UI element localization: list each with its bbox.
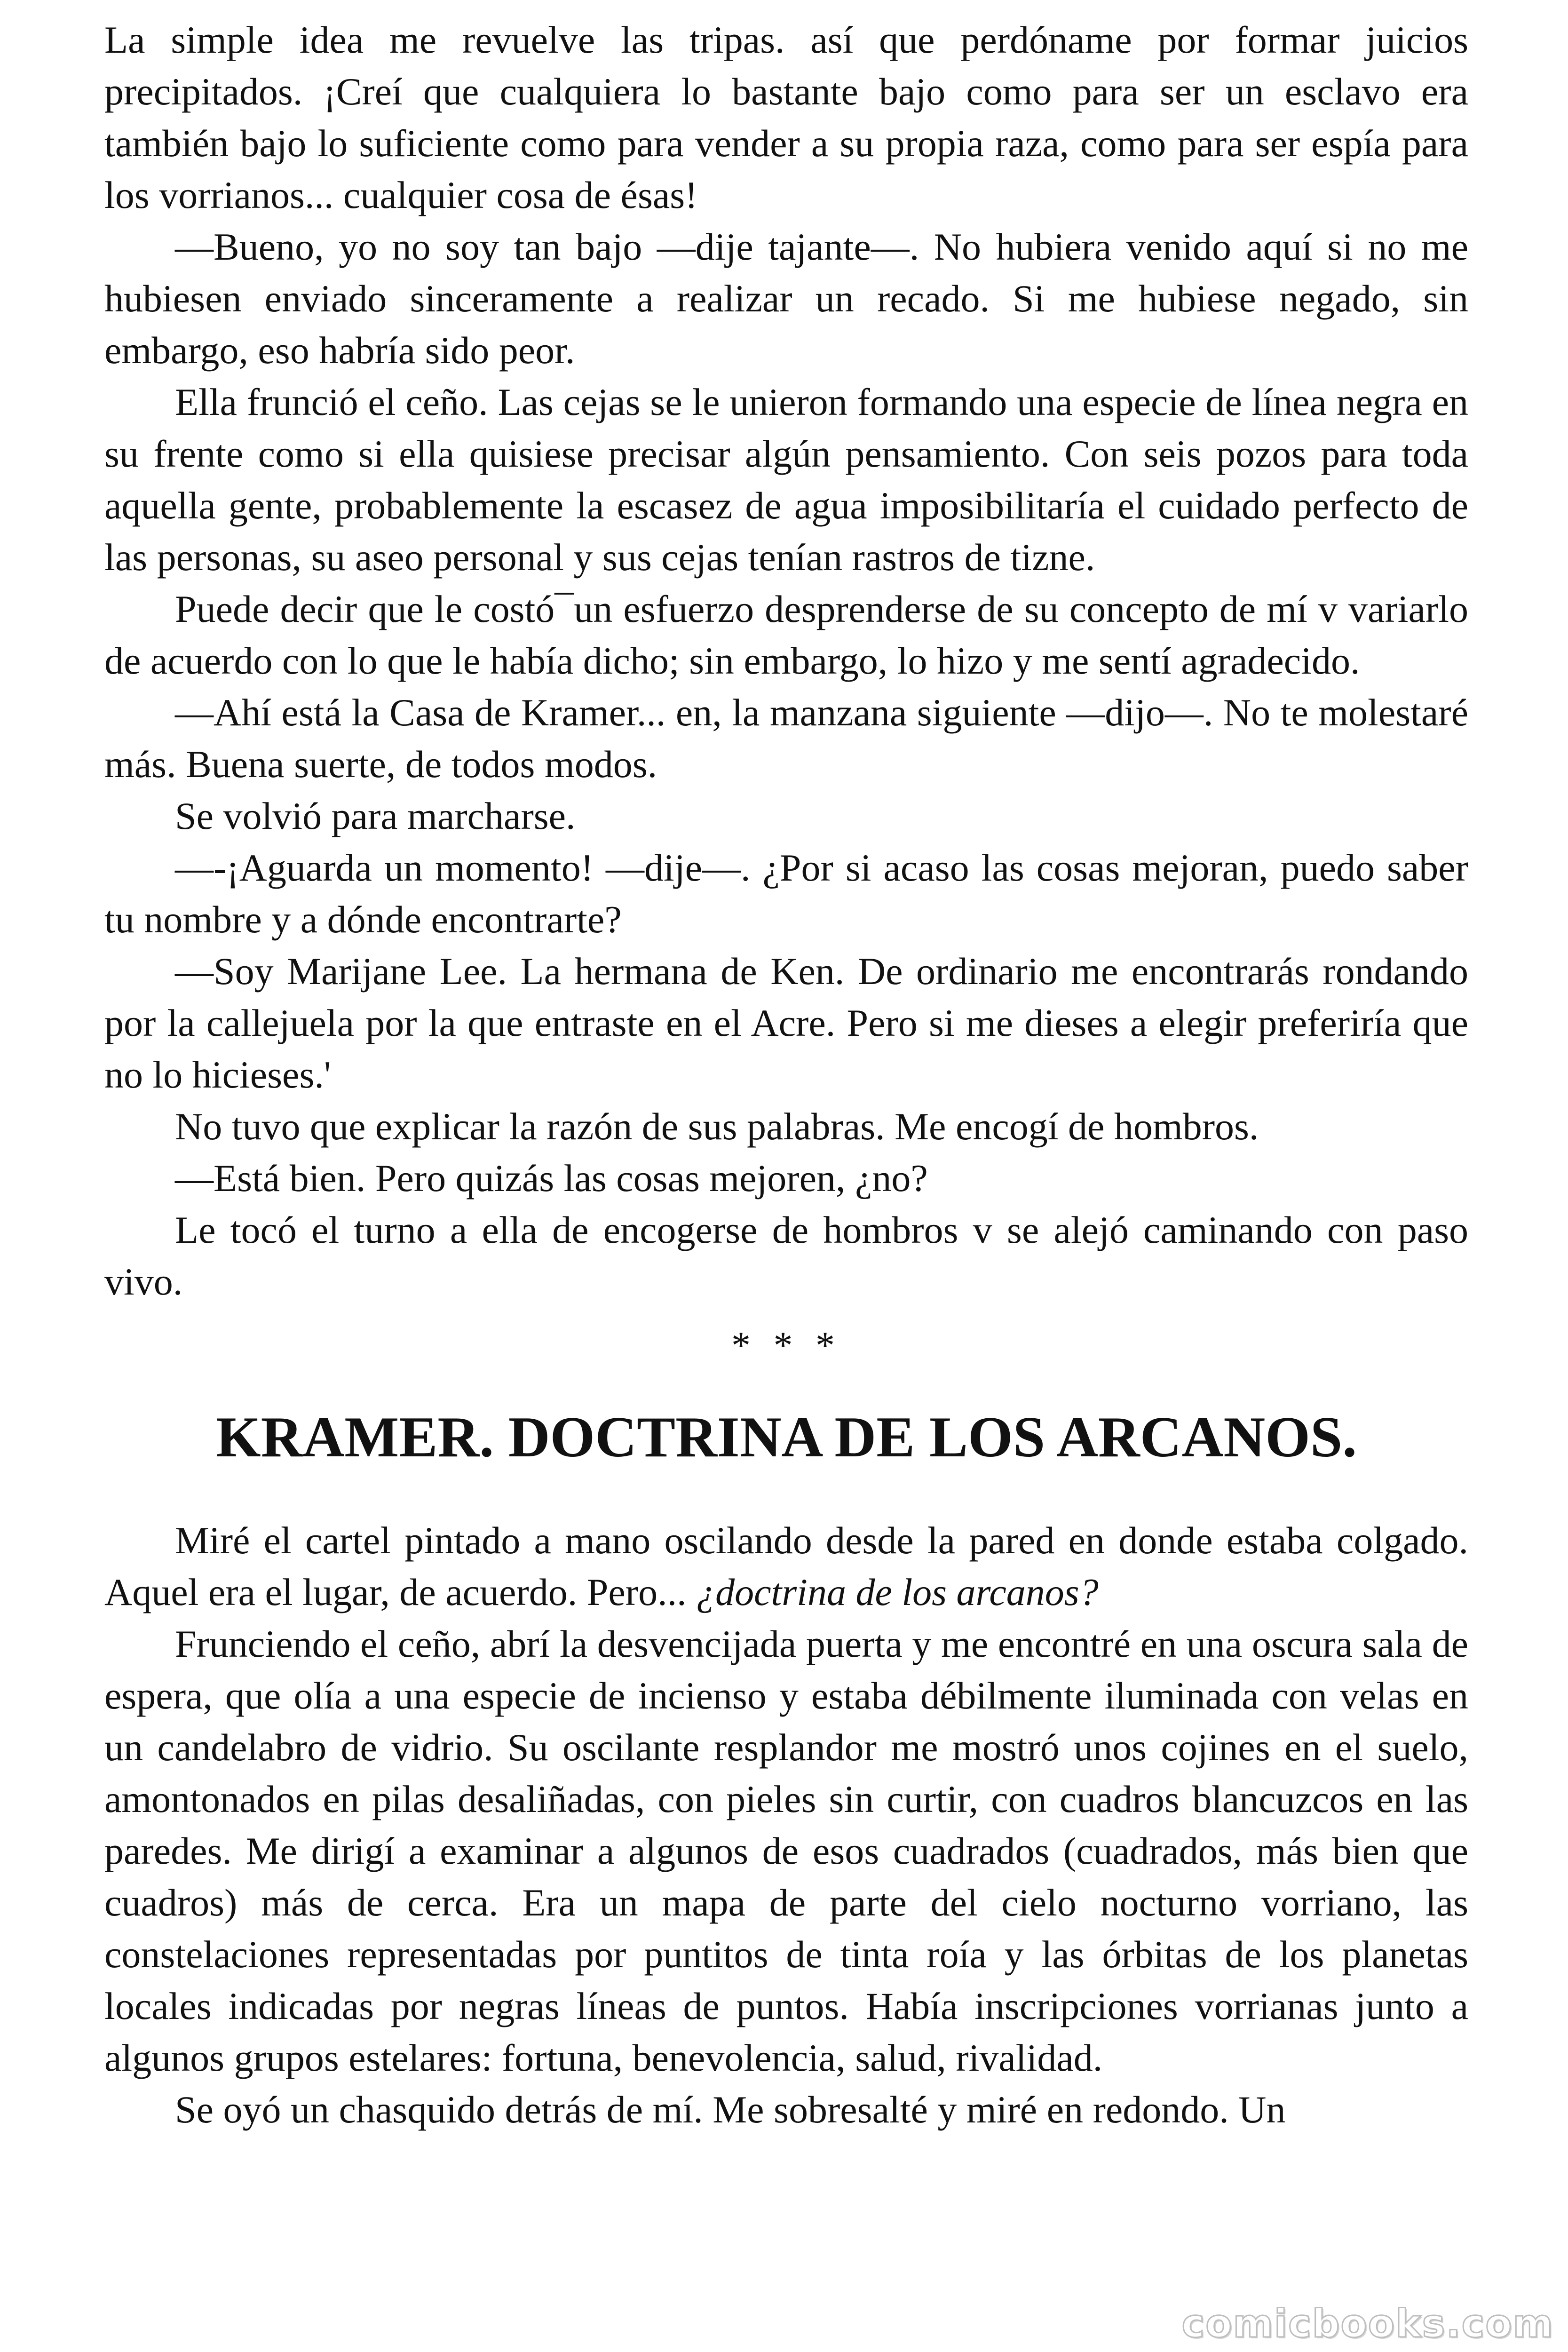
paragraph <box>104 1515 1468 1618</box>
paragraph: Puede decir que le costó¯un esfuerzo desprenderse de su concepto de mí v variarlo de acuerdo con lo que le había dicho; sin embargo, lo hizo y me sentí agradecido. <box>104 588 1468 682</box>
paragraph: —-¡Aguarda un momento! —dije—. ¿Por si acaso las cosas mejoran, puedo saber tu nombre y a dónde encontrarte? <box>104 846 1468 941</box>
paragraph: Frunciendo el ceño, abrí la desvencijada puerta y me encontré en una oscura sala de espera, que olía a una especie de incienso y estaba débilmente iluminada con velas en un candelabro de vidrio. Su oscilante resplandor me mostró unos cojines en el suelo, amontonados en pilas desaliñadas, con pieles sin curtir, con cuadros blancuzcos en las paredes. Me dirigí a examinar a algunos de esos cuadrados (cuadrados, más bien que cuadros) más de cerca. Era un mapa de parte del cielo nocturno vorriano, las constelaciones representadas por puntitos de tinta roía y las órbitas de los planetas locales indicadas por negras líneas de puntos. Había inscripciones vorrianas junto a algunos grupos estelares: fortuna, benevolencia, salud, rivalidad. <box>104 1622 1468 2079</box>
paragraph: —Ahí está la Casa de Kramer... en, la manzana siguiente —dijo—. No te molestaré más. Buena suerte, de todos modos. <box>104 691 1468 786</box>
paragraph: —Soy Marijane Lee. La hermana de Ken. De ordinario me encontrarás rondando por la callejuela por la que entraste en el Acre. Pero si me dieses a elegir preferiría que no lo hicieses.' <box>104 950 1468 1096</box>
section-separator: * * * <box>731 1324 841 1367</box>
paragraph: Se oyó un chasquido detrás de mí. Me sobresalté y miré en redondo. Un <box>175 2088 1286 2131</box>
paragraph: —Bueno, yo no soy tan bajo —dije tajante—. No hubiera venido aquí si no me hubiesen enviado sinceramente a realizar un recado. Si me hubiese negado, sin embargo, eso habría sido peor. <box>104 225 1468 372</box>
watermark-logo: comicbooks.com <box>1181 2302 1554 2346</box>
italic-phrase: ¿doctrina de los arcanos? <box>696 1571 1099 1613</box>
paragraph-text: Miré el cartel pintado a mano oscilando desde la pared en donde estaba colgado. Aquel era el lugar, de acuerdo. Pero... <box>104 1519 1468 1613</box>
paragraph: No tuvo que explicar la razón de sus palabras. Me encogí de hombros. <box>175 1105 1259 1148</box>
document-page <box>104 14 1468 2136</box>
paragraph: Le tocó el turno a ella de encogerse de hombros v se alejó caminando con paso vivo. <box>104 1208 1468 1303</box>
paragraph: —Está bien. Pero quizás las cosas mejoren, ¿no? <box>175 1157 928 1200</box>
paragraph: La simple idea me revuelve las tripas. así que perdóname por formar juicios precipitados. ¡Creí que cualquiera lo bastante bajo como para ser un esclavo era también bajo lo suficiente como para vender a su propia raza, como para ser espía para los vorrianos... cualquier cosa de ésas! <box>104 18 1468 216</box>
paragraph: Ella frunció el ceño. Las cejas se le unieron formando una especie de línea negra en su frente como si ella quisiese precisar algún pensamiento. Con seis pozos para toda aquella gente, probablemente la escasez de agua imposibilitaría el cuidado perfecto de las personas, su aseo personal y sus cejas tenían rastros de tizne. <box>104 381 1468 579</box>
paragraph: Se volvió para marcharse. <box>175 795 576 837</box>
chapter-heading: KRAMER. DOCTRINA DE LOS ARCANOS. <box>215 1405 1357 1469</box>
